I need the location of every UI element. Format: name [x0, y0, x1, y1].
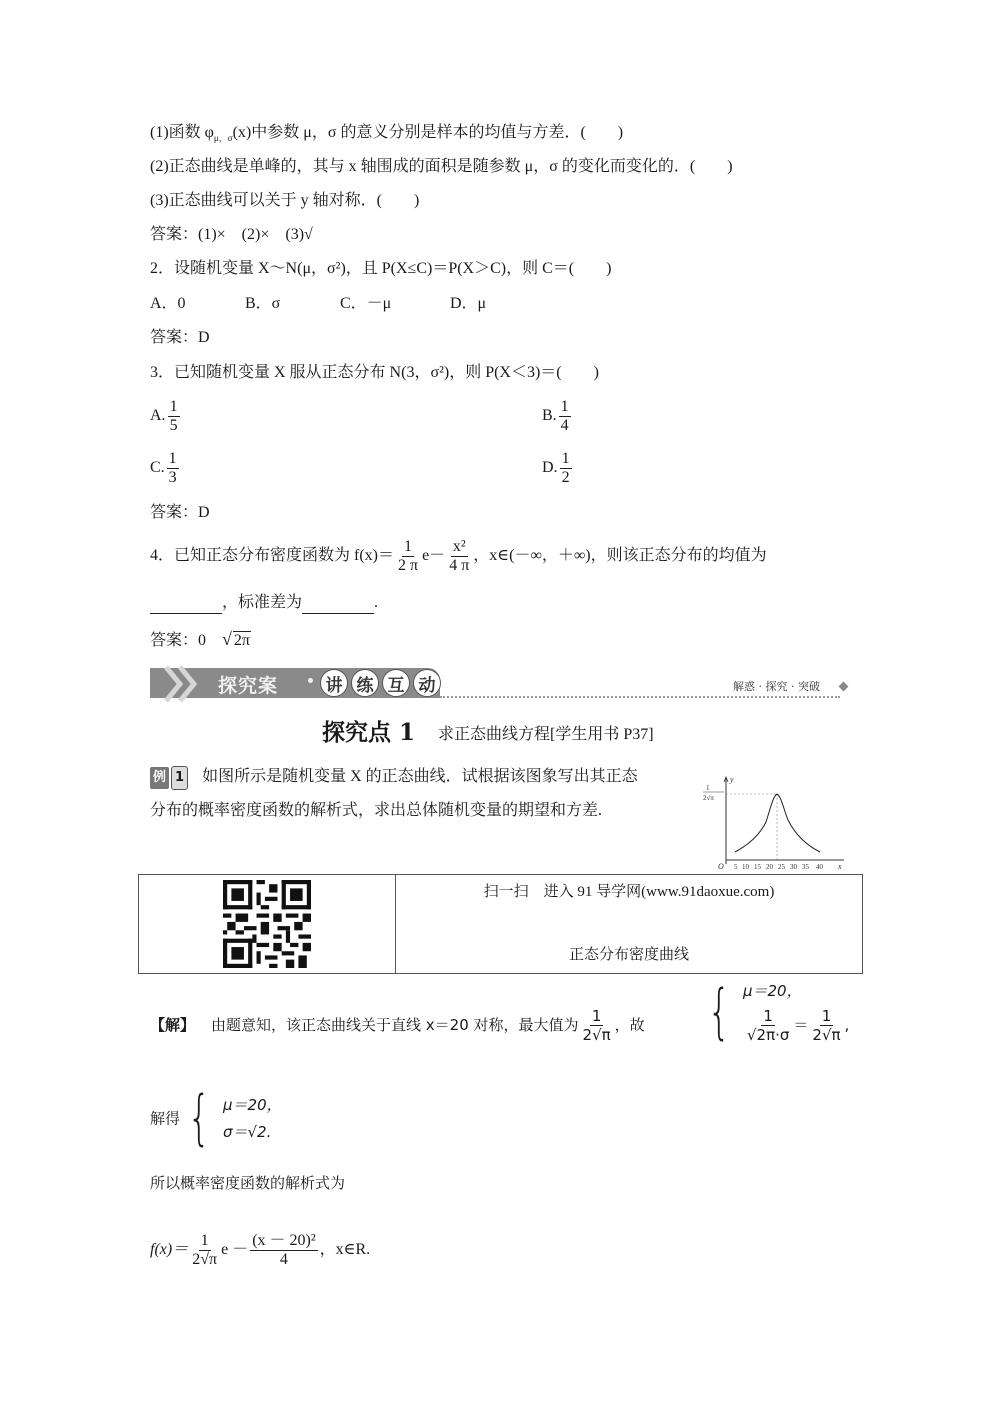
system-line: σ＝√2. [222, 1123, 272, 1141]
std-blank [302, 597, 374, 614]
diamond-icon [839, 682, 849, 692]
denominator: 2 π [398, 557, 419, 574]
option-letter: C. [150, 459, 165, 477]
qr-link-text[interactable]: 扫一扫 进入 91 导学网(www.91daoxue.com) [483, 884, 775, 900]
q3-option-d [542, 450, 574, 487]
formula-exp: e － [221, 1241, 249, 1258]
judgement-text: (1)函数 φ [150, 124, 214, 141]
system-lines [743, 980, 849, 1044]
denominator: 4 π [449, 557, 470, 574]
q4-suffix: ，x∈(－∞，＋∞)，则该正态分布的均值为 [473, 547, 767, 565]
svg-text:1: 1 [706, 784, 710, 792]
subscript: μ，σ [213, 133, 233, 144]
mean-blank [150, 597, 222, 614]
solution-line-1 [150, 1000, 645, 1050]
q2-stem: 2．设随机变量 X～N(μ，σ²)，且 P(X≤C)＝P(X＞C)，则 C＝( ) [150, 260, 612, 277]
judgement-text: (x)中参数 μ，σ 的意义分别是样本的均值与方差．( ) [232, 124, 624, 141]
numerator: 1 [200, 1231, 209, 1249]
q3-stem: 3．已知随机变量 X 服从正态分布 N(3，σ²)，则 P(X＜3)＝( ) [150, 364, 599, 381]
normal-curve-chart [700, 772, 848, 872]
formula-suffix: ，x∈R. [319, 1241, 371, 1258]
sqrt-content: 2π [233, 632, 250, 649]
formula-lhs: f(x)＝ [150, 1241, 189, 1258]
system-lines [223, 1094, 282, 1142]
denominator: 2 [561, 469, 570, 486]
left-brace-icon: { [707, 977, 731, 1047]
judgement-item-3: (3)正态曲线可以关于 y 轴对称．( ) [150, 192, 420, 209]
solve-label: 解得 [150, 1109, 181, 1128]
banner-title: 探究案 [218, 675, 279, 697]
svg-text:15: 15 [754, 863, 761, 871]
example-number: 1 [171, 766, 188, 790]
denominator: 4 [560, 417, 569, 434]
denominator: 4 [279, 1250, 288, 1268]
numerator: (x － 20)² [252, 1231, 316, 1249]
numerator: 1 [763, 1007, 773, 1025]
q4-prefix: 4．已知正态分布密度函数为 f(x)＝ [150, 547, 394, 565]
example-text: 如图所示是随机变量 X 的正态曲线．试根据该图象写出其正态 [202, 768, 638, 785]
q3-option-c [150, 450, 181, 487]
banner-dot [308, 678, 313, 683]
q4-exp: e－ [422, 547, 446, 565]
svg-text:5: 5 [734, 863, 738, 871]
svg-text:40: 40 [816, 863, 823, 871]
svg-text:y: y [730, 775, 734, 784]
svg-text:10: 10 [742, 863, 749, 871]
system-line: $\frac{1}{√2\pi\cdot\sigma}$ ＝ $\frac{1}{2√\pi}$ , [746, 1007, 850, 1044]
banner-circles [320, 669, 441, 697]
denominator: 2√π [812, 1026, 841, 1044]
q4-answer [150, 628, 251, 652]
numerator: 1 [560, 398, 569, 415]
denominator: √2π·σ [746, 1026, 790, 1044]
denominator: 2√π [582, 1026, 611, 1044]
q4-end: . [374, 594, 379, 611]
q4-stem [150, 538, 767, 575]
option-letter: B. [542, 407, 557, 425]
q3-option-b [542, 398, 573, 435]
numerator: x² [452, 538, 466, 555]
solution-system-2 [150, 1083, 282, 1153]
left-brace-icon: { [187, 1083, 211, 1153]
q2-option-c: C．－μ [340, 295, 392, 312]
section-title: 探究点 1 [322, 719, 416, 746]
numerator: 1 [168, 450, 177, 467]
double-chevron-icon [162, 665, 202, 703]
system-line: μ＝20， [222, 1096, 282, 1114]
solution-text: ，故 [614, 1016, 645, 1034]
banner-circle: 讲 [320, 669, 348, 697]
option-letter: A. [150, 407, 166, 425]
denominator: 5 [169, 417, 178, 434]
svg-text:O: O [718, 862, 724, 871]
q2-options [150, 293, 486, 315]
svg-text:x: x [838, 862, 842, 871]
denominator: 2√π [192, 1250, 218, 1268]
banner-dotted-rule [440, 696, 840, 698]
judgement-item-2: (2)正态曲线是单峰的，其与 x 轴围成的面积是随参数 μ，σ 的变化而变化的．( ) [150, 158, 733, 175]
svg-text:25: 25 [778, 863, 785, 871]
numerator: 1 [404, 538, 413, 555]
solution-label: 【解】 [150, 1016, 196, 1034]
judgement-item-1 [150, 122, 623, 149]
qr-cell [139, 875, 396, 973]
svg-text:2√π: 2√π [703, 794, 714, 802]
system-line: μ＝20， [742, 982, 802, 1000]
numerator: 1 [821, 1007, 832, 1025]
banner-subtitle: 解惑 · 探究 · 突破 [733, 680, 820, 693]
q4-mid-text: ，标准差为 [222, 594, 303, 611]
section-subtitle: 求正态曲线方程[学生用书 P37] [438, 726, 654, 743]
q2-option-a: A．0 [150, 295, 186, 312]
q3-answer: 答案：D [150, 504, 210, 521]
q2-option-d: D．μ [450, 295, 487, 312]
example-line-2: 分布的概率密度函数的解析式，求出总体随机变量的期望和方差. [150, 802, 603, 819]
section-banner [150, 665, 850, 700]
qr-box [138, 874, 863, 974]
example-line-1 [150, 766, 638, 790]
q3-option-a [150, 398, 182, 435]
numerator: 1 [169, 398, 178, 415]
final-formula [150, 1228, 370, 1272]
judgement-answer: 答案：(1)× (2)× (3)√ [150, 226, 313, 243]
banner-circle: 练 [351, 669, 379, 697]
numerator: 1 [561, 450, 570, 467]
banner-circle: 动 [413, 669, 441, 697]
answer-prefix: 答案：0 [150, 632, 223, 649]
q2-option-b: B．σ [245, 295, 281, 312]
svg-text:30: 30 [790, 863, 797, 871]
example-badge: 例 [150, 767, 169, 789]
solution-text: 由题意知，该正态曲线关于直线 x＝20 对称，最大值为 [211, 1016, 579, 1034]
denominator: 3 [168, 469, 177, 486]
q2-answer: 答案：D [150, 329, 210, 346]
svg-text:20: 20 [766, 863, 773, 871]
option-letter: D. [542, 459, 558, 477]
qr-code-icon[interactable] [223, 880, 311, 968]
svg-text:35: 35 [802, 863, 809, 871]
solution-conclusion: 所以概率密度函数的解析式为 [150, 1174, 346, 1192]
banner-circle: 互 [382, 669, 410, 697]
qr-text-cell [396, 875, 862, 973]
numerator: 1 [591, 1007, 602, 1025]
solution-system-1 [700, 977, 850, 1047]
qr-caption: 正态分布密度曲线 [568, 947, 689, 963]
q4-blanks [150, 592, 378, 614]
sqrt-icon: √ [222, 629, 232, 649]
